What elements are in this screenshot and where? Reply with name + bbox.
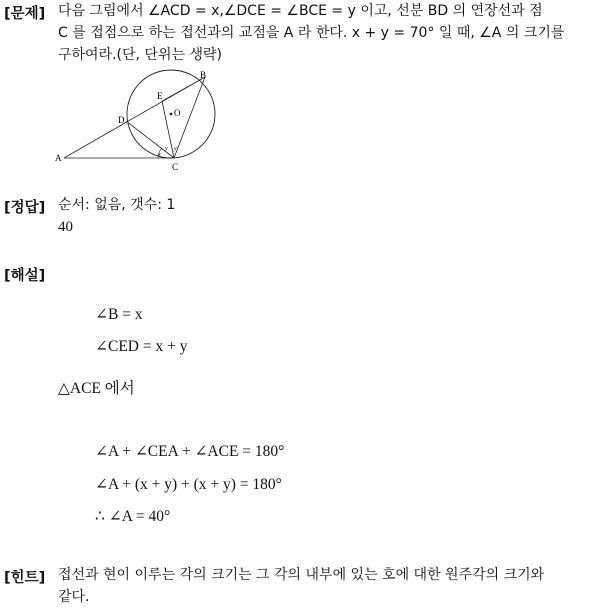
angle-y-label-1: y xyxy=(165,146,168,152)
angle-x-label: x xyxy=(158,152,161,158)
problem-label: [문제] xyxy=(4,6,46,22)
point-d-label: D xyxy=(118,115,125,125)
point-b-label: B xyxy=(200,70,207,80)
answer-value: 40 xyxy=(58,219,73,235)
solution-eq-2: ∠CED = x + y xyxy=(95,338,188,355)
point-a-label: A xyxy=(55,153,62,163)
solution-eq-5: ∴ ∠A = 40° xyxy=(95,508,171,525)
solution-label: [해설] xyxy=(4,268,46,284)
segment-ce xyxy=(162,101,174,158)
solution-triangle-line: △ACE 에서 xyxy=(58,380,135,397)
solution-eq-1: ∠B = x xyxy=(95,306,143,323)
solution-eq-3: ∠A + ∠CEA + ∠ACE = 180° xyxy=(95,443,285,460)
point-o-label: O xyxy=(174,108,181,118)
problem-text xyxy=(58,0,588,66)
segment-eb xyxy=(162,77,205,101)
point-c-label: C xyxy=(172,162,179,172)
geometry-figure xyxy=(50,68,230,178)
hint-label: [힌트] xyxy=(4,570,46,586)
answer-meta: 순서: 없음, 갯수: 1 xyxy=(58,197,176,213)
hint-line-2: 같다. xyxy=(58,589,90,605)
center-dot xyxy=(170,113,173,116)
problem-line-1: 다음 그림에서 ∠ACD = x,∠DCE = ∠BCE = y 이고, 선분 BD 의 연장선과 점 xyxy=(58,3,543,19)
point-e-label: E xyxy=(157,91,163,101)
answer-block xyxy=(58,194,588,238)
angle-y-label-2: y xyxy=(174,146,177,152)
problem-line-2: C 를 접점으로 하는 접선과의 교점을 A 라 한다. x + y = 70° 일 때, ∠A 의 크기를 xyxy=(58,25,565,41)
hint-line-1: 접선과 현이 이루는 각의 크기는 그 각의 내부에 있는 호에 대한 원주각의 크기와 xyxy=(58,567,545,583)
solution-eq-4: ∠A + (x + y) + (x + y) = 180° xyxy=(95,476,282,493)
problem-line-3: 구하여라.(단, 단위는 생략) xyxy=(58,47,222,63)
hint-text xyxy=(58,564,588,608)
answer-label: [정답] xyxy=(4,200,46,216)
